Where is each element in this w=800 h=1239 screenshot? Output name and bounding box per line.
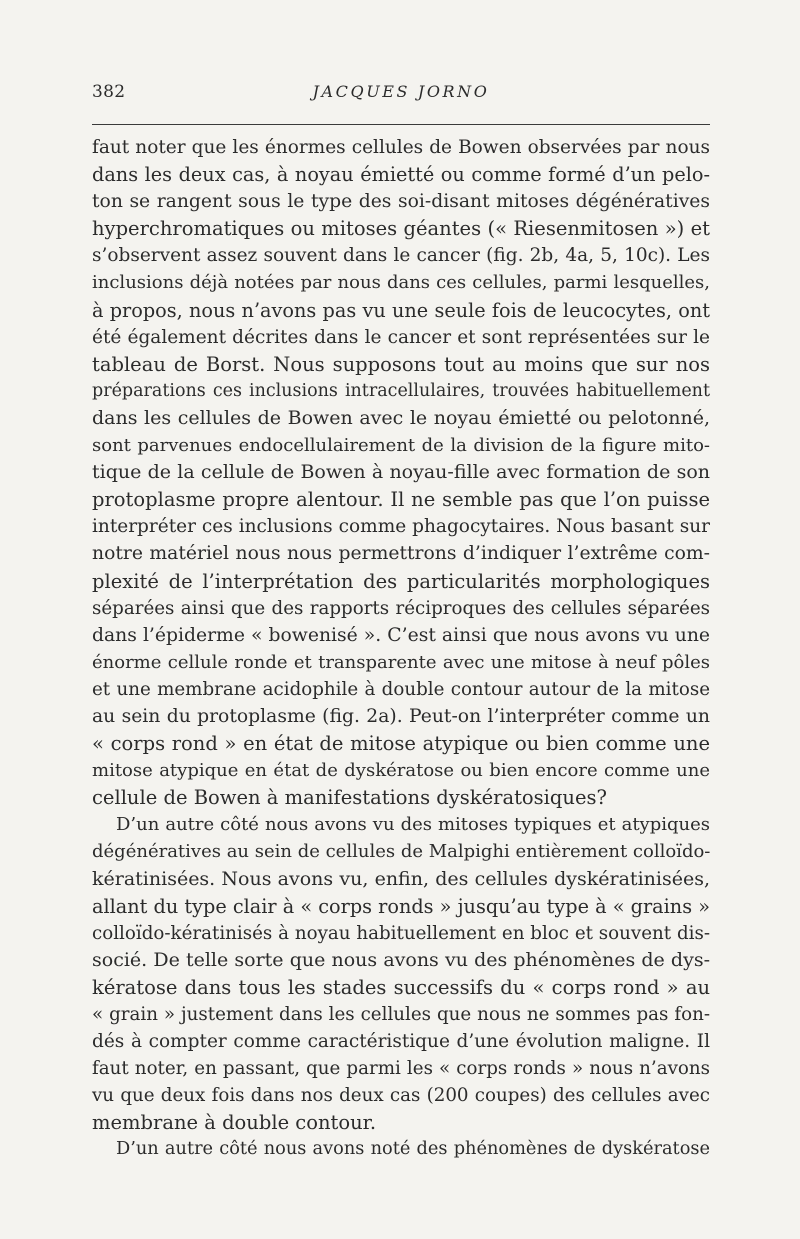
text-line: allant du type clair à « corps ronds » jusqu’au type à « grains » — [92, 894, 710, 918]
text-line: « corps rond » en état de mitose atypique ou bien comme une — [92, 732, 710, 756]
text-line: kératose dans tous les stades successifs du « corps rond » au — [92, 975, 710, 999]
text-line: dans l’épiderme « bowenisé ». C’est ainsi que nous avons vu une — [92, 624, 710, 646]
text-line: dans les deux cas, à noyau émietté ou comme formé d’un pelo- — [92, 163, 710, 187]
text-line: dans les cellules de Bowen avec le noyau émietté ou pelotonné, — [92, 406, 710, 429]
text-line: dégénératives au sein de cellules de Malpighi entièrement colloïdo- — [92, 841, 711, 863]
text-line: dés à compter comme caractéristique d’une évolution maligne. Il — [92, 1031, 710, 1053]
text-line: s’observent assez souvent dans le cancer (fig. 2b, 4a, 5, 10c). Les — [92, 245, 710, 267]
text-line: socié. De telle sorte que nous avons vu des phénomènes de dys- — [92, 948, 710, 971]
header-rule — [92, 124, 710, 125]
text-line: séparées ainsi que des rapports réciproques des cellules séparées — [92, 597, 710, 619]
text-line: membrane à double contour. — [92, 1111, 377, 1135]
text-line: cellule de Bowen à manifestations dyskératosiques? — [92, 786, 607, 810]
text-line: au sein du protoplasme (fig. 2a). Peut-on l’interpréter comme un — [92, 705, 710, 727]
text-line: énorme cellule ronde et transparente avec une mitose à neuf pôles — [92, 651, 710, 673]
text-line: colloïdo-kératinisés à noyau habituellement en bloc et souvent dis- — [92, 922, 710, 944]
text-line: inclusions déjà notées par nous dans ces cellules, parmi lesquelles, — [92, 272, 710, 294]
text-line: à propos, nous n’avons pas vu une seule fois de leucocytes, ont — [92, 298, 710, 322]
text-line: été également décrites dans le cancer et sont représentées sur le — [92, 326, 710, 348]
text-line: notre matériel nous nous permettrons d’indiquer l’extrême com- — [92, 543, 710, 565]
text-line: plexité de l’interprétation des particularités morphologiques — [92, 569, 710, 593]
book-page — [92, 80, 710, 1164]
text-line: faut noter, en passant, que parmi les « corps ronds » nous n’avons — [92, 1058, 710, 1080]
text-line: préparations ces inclusions intracellulaires, trouvées habituellement — [92, 380, 710, 401]
text-line: ton se rangent sous le type des soi-disant mitoses dégénératives — [92, 191, 710, 213]
text-line: interpréter ces inclusions comme phagocytaires. Nous basant sur — [92, 516, 710, 538]
text-line: D’un autre côté nous avons noté des phénomènes de dyskératose — [116, 1139, 710, 1160]
text-line: mitose atypique en état de dyskératose ou bien encore comme une — [92, 760, 710, 782]
page-number: 382 — [92, 82, 126, 102]
text-line: « grain » justement dans les cellules que nous ne sommes pas fon- — [92, 1004, 710, 1025]
running-title: JACQUES JORNO — [312, 82, 490, 101]
page-header — [92, 80, 710, 124]
text-line: tableau de Borst. Nous supposons tout au moins que sur nos — [92, 352, 710, 376]
text-line: D’un autre côté nous avons vu des mitoses typiques et atypiques — [116, 814, 710, 836]
text-line: protoplasme propre alentour. Il ne semble pas que l’on puisse — [92, 488, 710, 512]
text-line: hyperchromatiques ou mitoses géantes (« Riesenmitosen ») et — [92, 217, 710, 241]
text-line: tique de la cellule de Bowen à noyau-fille avec formation de son — [92, 461, 710, 484]
text-line: et une membrane acidophile à double contour autour de la mitose — [92, 678, 710, 700]
text-line: kératinisées. Nous avons vu, enfin, des cellules dyskératinisées, — [92, 867, 710, 890]
body-text — [92, 134, 710, 1164]
text-line: faut noter que les énormes cellules de Bowen observées par nous — [92, 137, 710, 158]
text-line: vu que deux fois dans nos deux cas (200 coupes) des cellules avec — [92, 1085, 710, 1107]
text-line: sont parvenues endocellulairement de la division de la figure mito- — [92, 435, 710, 457]
